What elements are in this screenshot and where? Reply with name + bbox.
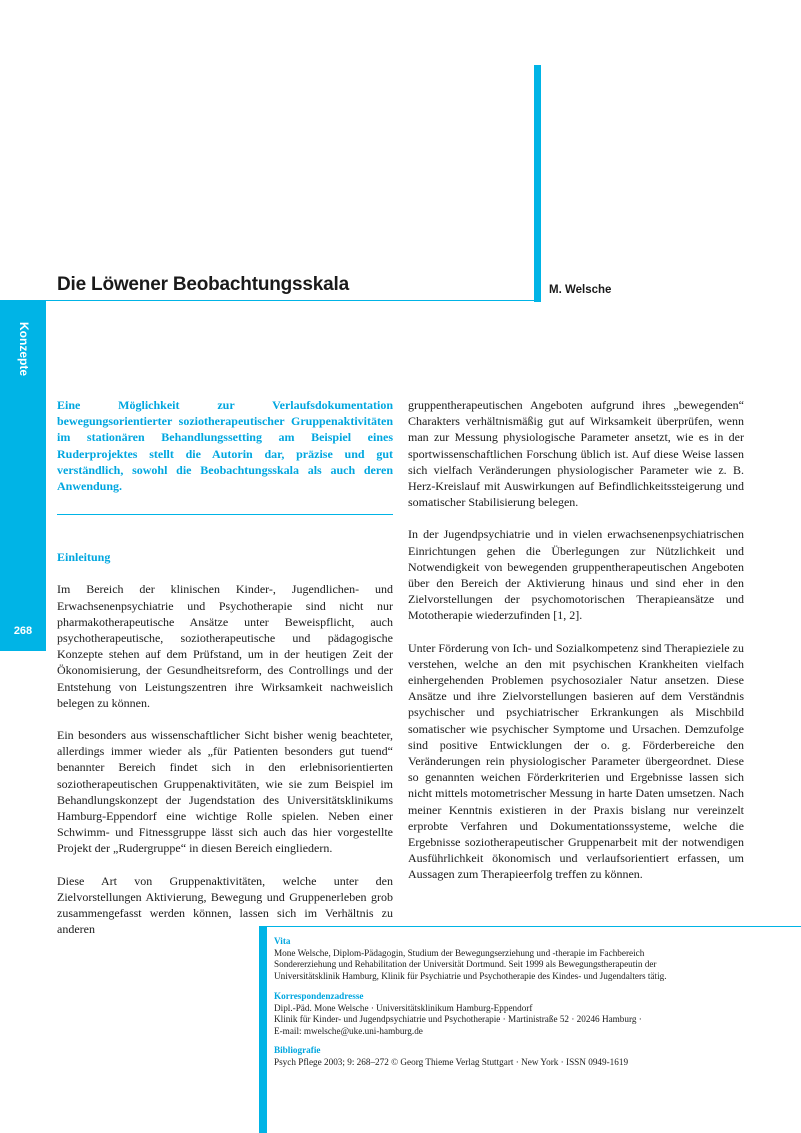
info-top-rule <box>259 926 801 927</box>
abstract: Eine Möglichkeit zur Verlaufsdokumentation bewegungsorientierter soziotherapeutischer Gruppenaktivitäten im stationären Behandlungssetting am Beispiel eines Ruderprojektes stellt die Autorin dar, präzise und gut verständlich, sowohl die Beobachtungsskala als auch deren Anwendung. <box>57 398 393 494</box>
body-paragraph: Ein besonders aus wissenschaftlicher Sicht bisher wenig beachteter, allerdings immer wieder als „für Patienten besonders gut tuend“ benannter Bereich findet sich in den erlebnisorientierten soziotherapeutischen Gruppenaktivitäten, wie sie zum Beispiel im Behandlungskonzept der Jugendstation des Universitätsklinikums Hamburg-Eppendorf eine wichtige Rolle spielen. Neben einer Schwimm- und Fitnessgruppe lässt sich auch das hier vorgestellte Projekt der „Rudergruppe“ in diesen Bereich eingliedern. <box>57 728 393 856</box>
left-column <box>57 397 393 953</box>
body-paragraph: Im Bereich der klinischen Kinder-, Jugendlichen- und Erwachsenenpsychiatrie und Psychotherapie sind nicht nur pharmakotherapeutische Ansätze unter Beweispflicht, auch psychotherapeutische, soziotherapeutische und pädagogische Konzepte stehen auf dem Prüfstand, um in der heutigen Zeit der Ökonomisierung, der Gesundheitsreform, des Controllings und der Entstehung von Leistungszentren ihre Wirksamkeit nachweislich belegen zu können. <box>57 582 393 710</box>
body-paragraph: Diese Art von Gruppenaktivitäten, welche unter den Zielvorstellungen Aktivierung, Bewegung und Gruppenerleben grob zusammengefasst werden können, lassen sich im Verhältnis zu anderen <box>57 873 393 937</box>
body-paragraph: Unter Förderung von Ich- und Sozialkompetenz sind Therapieziele zu verstehen, welche an den mit psychischen Krankheiten vielfach einhergehenden Problemen psychosozialer Natur ansetzen. Diese Ansätze und ihre Zielvorstellungen basieren auf dem Verständnis psychischer und psychiatrischer Erkrankungen als Mischbild somatischer wie psychischer Symptome und Ursachen. Demzufolge sind positive Entwicklungen der o. g. Förderbereiche den Veränderungen rein physiologischer Parameter übergeordnet. Diese so genannten weichen Förderkriterien und Ergebnisse lassen sich nicht mittels motometrischer Messung in harte Daten umsetzen. Nach meiner Kenntnis existieren in der Praxis bislang nur vereinzelt erprobte Verfahren und Dokumentationssysteme, welche die Ergebnisse soziotherapeutischer Gruppenarbeit mit der notwendigen Ausführlichkeit ökonomisch und verlaufsorientiert erfassen, um Aussagen zum Therapieerfolg treffen zu können. <box>408 640 744 882</box>
body-paragraph: In der Jugendpsychiatrie und in vielen erwachsenenpsychiatrischen Einrichtungen gehen die Überlegungen zur Nützlichkeit und Notwendigkeit von bewegenden gruppentherapeutischen Angeboten über den Bereich der Aktivierung hinaus und sind eher in den Zielvorstellungen der psychomotorischen Therapieansätze und Mototherapie wiederzufinden [1, 2]. <box>408 527 744 623</box>
vita-block <box>274 936 794 982</box>
abstract-divider <box>57 514 393 515</box>
page-number: 268 <box>13 625 33 637</box>
title-divider <box>46 300 541 301</box>
vita-text: Mone Welsche, Diplom-Pädagogin, Studium der Bewegungserziehung und -therapie im Fachbereich Sondererziehung und Rehabilitation der Universität Dortmund. Seit 1999 als Bewegungstherapeutin der Universitätsklinik Hamburg, Klinik für Psychiatrie und Psychotherapie des Kindes- und Jugendalters tätig. <box>274 947 667 981</box>
article-author: M. Welsche <box>549 284 612 296</box>
bibliography-heading: Bibliografie <box>274 1045 321 1055</box>
right-column <box>408 397 744 899</box>
info-accent-bar <box>259 926 267 1133</box>
section-heading-einleitung: Einleitung <box>57 550 111 565</box>
contact-block <box>274 991 794 1037</box>
article-title: Die Löwener Beobachtungsskala <box>57 274 349 295</box>
contact-heading: Korrespondenzadresse <box>274 991 364 1001</box>
body-paragraph: gruppentherapeutischen Angeboten aufgrund ihres „bewegenden“ Charakters verhältnismäßig gut auf Wirksamkeit überprüfen, wenn man zur Messung physiologische Parameter ansetzt, wie es in der sportwissenschaftlichen Forschung üblich ist. Auf diese Weise lassen sich vielfach Veränderungen physiologischer Parameter wie z. B. Herz-Kreislauf mit Auswirkungen auf Befindlichkeitssteigerung und somatischer Stabilisierung belegen. <box>408 398 744 510</box>
header-accent-bar <box>534 65 541 302</box>
contact-text: Dipl.-Päd. Mone Welsche · Universitätsklinikum Hamburg-Eppendorf Klinik für Kinder- und Jugendpsychiatrie und Psychotherapie · Martinistraße 52 · 20246 Hamburg · E-mail: mwelsche@uke.uni-hamburg.de <box>274 1002 642 1036</box>
section-tab-label: Konzepte <box>17 322 31 376</box>
bibliography-text: Psych Pflege 2003; 9: 268–272 © Georg Thieme Verlag Stuttgart · New York · ISSN 0949-1619 <box>274 1056 629 1067</box>
bibliography-block <box>274 1045 794 1068</box>
vita-heading: Vita <box>274 936 291 946</box>
